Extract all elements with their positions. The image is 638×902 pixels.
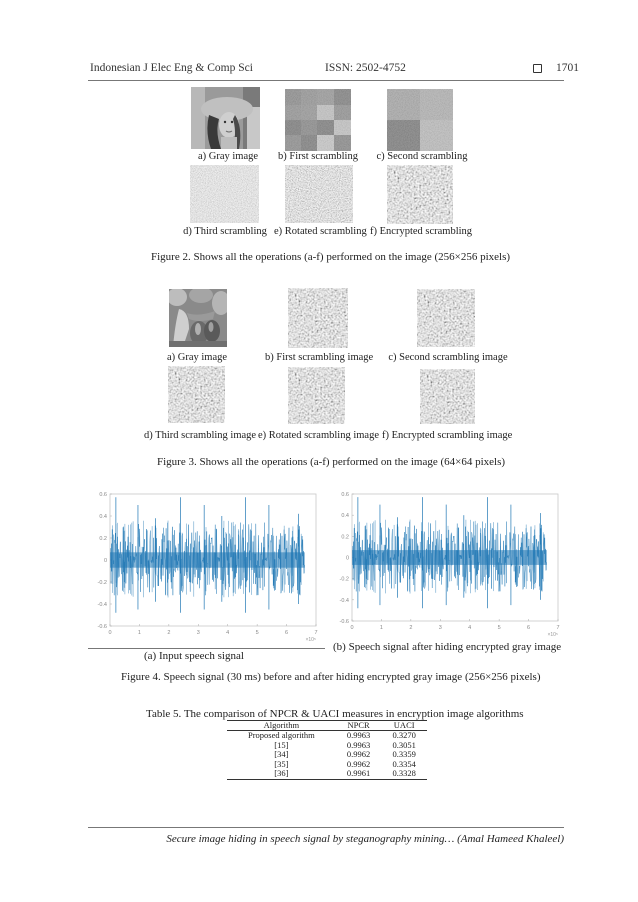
- svg-text:0: 0: [345, 555, 349, 562]
- svg-text:4: 4: [468, 625, 472, 631]
- footer-rule: [88, 827, 564, 828]
- cell-npcr: 0.9963: [346, 730, 371, 740]
- svg-text:3: 3: [196, 630, 200, 636]
- svg-text:1: 1: [137, 630, 141, 636]
- col-algorithm: Algorithm: [227, 721, 336, 731]
- header-rule: [88, 80, 564, 81]
- figure2-label-a: a) Gray image: [197, 151, 259, 162]
- cell-algorithm: [34]: [274, 749, 289, 759]
- svg-text:1: 1: [379, 625, 383, 631]
- svg-text:×10⁵: ×10⁵: [547, 632, 558, 638]
- figure3-panel-d-image: [168, 366, 225, 423]
- svg-text:-0.6: -0.6: [339, 619, 349, 625]
- table5-title: Table 5. The comparison of NPCR & UACI measures in encryption image algorithms: [146, 708, 524, 720]
- svg-text:7: 7: [556, 625, 560, 631]
- figure2-panel-b-image: [285, 89, 351, 151]
- svg-text:0.2: 0.2: [341, 534, 349, 541]
- cell-uaci: 0.3354: [392, 758, 416, 769]
- figure3-label-b: b) First scrambling image: [265, 352, 374, 363]
- figure2-label-d: d) Third scrambling: [183, 226, 267, 237]
- figure2-panel-e-image: [285, 165, 353, 223]
- svg-text:3: 3: [438, 625, 442, 631]
- cell-algorithm: Proposed algorithm: [247, 730, 315, 740]
- svg-text:×10⁵: ×10⁵: [305, 637, 316, 643]
- figure2-panel-f-image: [387, 165, 453, 224]
- figure4-sub-b: (b) Speech signal after hiding encrypted gray image: [333, 641, 562, 653]
- figure4-caption: Figure 4. Speech signal (30 ms) before and after hiding encrypted gray image (256×256 pixels): [121, 671, 541, 683]
- col-npcr: NPCR: [336, 721, 382, 731]
- svg-text:-0.6: -0.6: [97, 624, 107, 630]
- cell-npcr: 0.9961: [336, 769, 382, 779]
- svg-text:0.4: 0.4: [341, 513, 349, 520]
- cell-npcr: 0.9962: [346, 749, 371, 759]
- page-number: 1701: [556, 62, 579, 74]
- table5: [227, 720, 427, 780]
- table-row: [227, 731, 427, 741]
- figure3-panel-b-image: [288, 288, 348, 348]
- svg-text:0.2: 0.2: [99, 536, 107, 542]
- svg-text:7: 7: [314, 630, 318, 636]
- svg-text:0: 0: [350, 625, 354, 631]
- cell-npcr: 0.9962: [346, 758, 371, 769]
- cell-algorithm: [15]: [274, 739, 289, 750]
- issn: ISSN: 2502-4752: [325, 62, 406, 74]
- figure2-label-c: c) Second scrambling: [376, 151, 468, 162]
- svg-text:5: 5: [255, 630, 259, 636]
- cell-uaci: 0.3051: [392, 739, 416, 750]
- svg-text:-0.4: -0.4: [97, 602, 107, 608]
- figure4-chart-a: [88, 488, 324, 648]
- svg-text:0.6: 0.6: [341, 492, 349, 498]
- checkbox-square-icon: [533, 64, 542, 73]
- svg-text:4: 4: [226, 630, 230, 636]
- figure3-panel-c-image: [417, 289, 475, 347]
- svg-text:2: 2: [409, 625, 413, 631]
- page-number-block: [533, 62, 579, 74]
- svg-text:6: 6: [527, 625, 531, 631]
- figure3-panel-e-image: [288, 367, 345, 424]
- figure2-caption: Figure 2. Shows all the operations (a-f) performed on the image (256×256 pixels): [151, 251, 511, 263]
- figure3-label-e: e) Rotated scrambling image: [258, 430, 380, 441]
- figure4-sub-a: (a) Input speech signal: [144, 650, 244, 662]
- journal-name: Indonesian J Elec Eng & Comp Sci: [90, 62, 253, 74]
- svg-text:5: 5: [497, 625, 501, 631]
- figure2-label-e: e) Rotated scrambling: [274, 226, 367, 237]
- svg-text:6: 6: [285, 630, 289, 636]
- figure2-panel-c-image: [387, 89, 453, 151]
- figure3-panel-a-image: [169, 289, 227, 347]
- col-uaci: UACI: [381, 721, 427, 731]
- svg-text:0: 0: [103, 558, 107, 564]
- footer-running-title: Secure image hiding in speech signal by steganography mining… (Amal Hameed Khaleel): [166, 833, 564, 845]
- figure2-panel-a-image: [191, 87, 260, 149]
- svg-text:-0.2: -0.2: [97, 580, 107, 586]
- cell-uaci: 0.3359: [392, 749, 416, 759]
- table-row: [227, 769, 427, 779]
- cell-uaci: 0.3328: [381, 769, 427, 779]
- figure3-label-f: f) Encrypted scrambling image: [382, 430, 513, 441]
- svg-text:2: 2: [167, 630, 171, 636]
- svg-text:0: 0: [108, 630, 112, 636]
- svg-text:0.6: 0.6: [99, 492, 107, 498]
- cell-uaci: 0.3270: [392, 730, 416, 740]
- table5-header-row: [227, 721, 427, 731]
- figure3-label-c: c) Second scrambling image: [388, 352, 508, 363]
- figure2-panel-d-image: [190, 165, 259, 223]
- figure3-label-d: d) Third scrambling image: [144, 430, 257, 441]
- figure3-panel-f-image: [420, 369, 475, 424]
- svg-text:0.4: 0.4: [99, 514, 107, 520]
- svg-text:-0.2: -0.2: [339, 576, 349, 583]
- figure2-label-b: b) First scrambling: [278, 151, 358, 162]
- cell-npcr: 0.9963: [346, 739, 371, 750]
- figure4-chart-b: [330, 488, 566, 643]
- cell-algorithm: [36]: [227, 769, 336, 779]
- svg-text:-0.4: -0.4: [339, 597, 349, 604]
- figure2-label-f: f) Encrypted scrambling: [370, 226, 473, 237]
- cell-algorithm: [35]: [274, 758, 289, 769]
- figure4-a-rule: [88, 648, 325, 649]
- figure3-label-a: a) Gray image: [166, 352, 228, 363]
- figure3-caption: Figure 3. Shows all the operations (a-f) performed on the image (64×64 pixels): [157, 456, 506, 468]
